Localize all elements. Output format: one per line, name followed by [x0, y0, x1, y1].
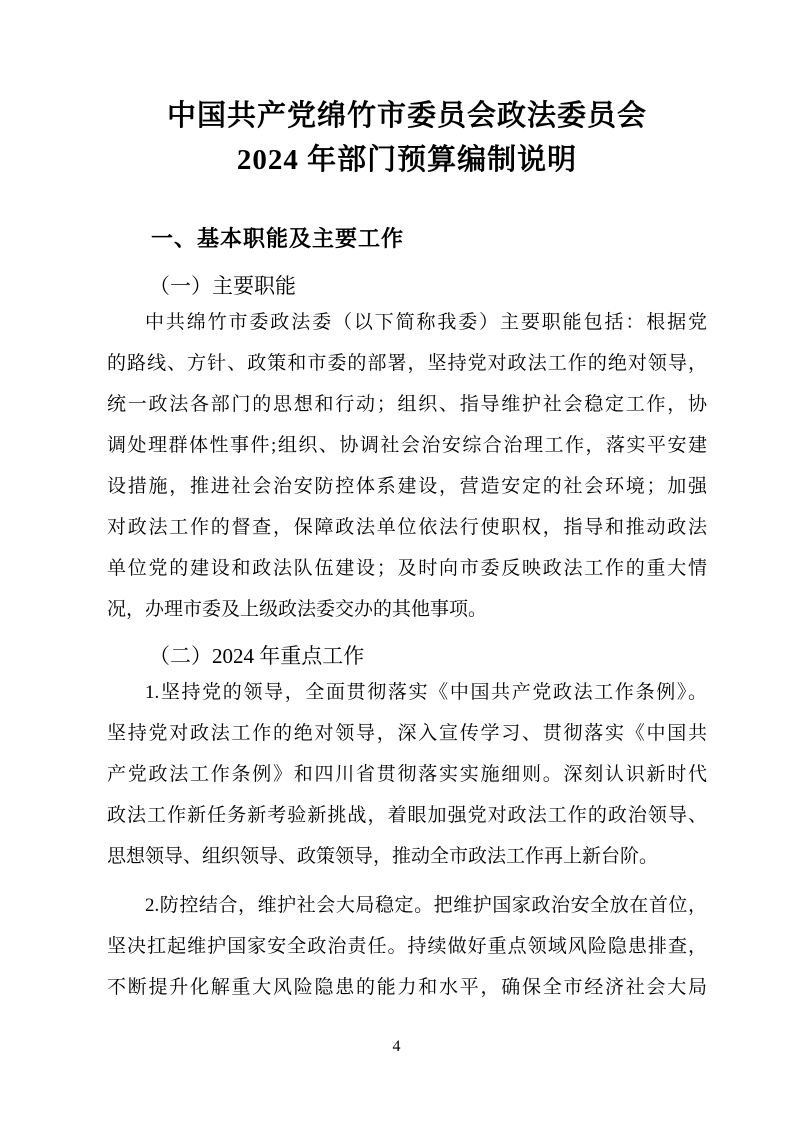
paragraph-line: 设措施，推进社会治安防控体系建设，营造安定的社会环境；加强 — [107, 476, 707, 497]
paragraph-key-work-item-1 — [107, 672, 707, 877]
paragraph-line: 况，办理市委及上级政法委交办的其他事项。 — [107, 599, 488, 620]
paragraph-line: 坚决扛起维护国家安全政治责任。持续做好重点领域风险隐患排查， — [107, 936, 707, 957]
paragraph-line: 不断提升化解重大风险隐患的能力和水平，确保全市经济社会大局 — [107, 977, 707, 998]
paragraph-line: 2.防控结合，维护社会大局稳定。把维护国家政治安全放在首位， — [145, 895, 707, 916]
document-title — [107, 0, 707, 182]
document-title-line-2: 2024 年部门预算编制说明 — [236, 144, 578, 176]
paragraph-line: 坚持党对政法工作的绝对领导，深入宣传学习、贯彻落实《中国共 — [107, 723, 707, 744]
subsection-heading-key-work-2024: （二）2024 年重点工作 — [149, 644, 365, 668]
section-heading-basic-functions: 一、基本职能及主要工作 — [151, 226, 405, 251]
paragraph-line: 产党政法工作条例》和四川省贯彻落实实施细则。深刻认识新时代 — [107, 764, 707, 785]
document-title-line-1: 中国共产党绵竹市委员会政法委员会 — [166, 100, 647, 132]
paragraph-line: 中共绵竹市委政法委（以下简称我委）主要职能包括：根据党 — [145, 312, 707, 333]
paragraph-key-work-item-2 — [107, 885, 707, 1008]
paragraph-line: 政法工作新任务新考验新挑战，着眼加强党对政法工作的政治领导、 — [107, 805, 707, 826]
paragraph-line: 统一政法各部门的思想和行动；组织、指导维护社会稳定工作，协 — [107, 394, 707, 415]
paragraph-main-duties — [107, 302, 707, 630]
paragraph-line: 对政法工作的督查，保障政法单位依法行使职权，指导和推动政法 — [107, 517, 707, 538]
paragraph-line: 的路线、方针、政策和市委的部署，坚持党对政法工作的绝对领导， — [107, 353, 707, 374]
subsection-heading-main-duties: （一）主要职能 — [149, 274, 296, 298]
paragraph-line: 1.坚持党的领导，全面贯彻落实《中国共产党政法工作条例》。 — [145, 682, 707, 703]
paragraph-line: 调处理群体性事件;组织、协调社会治安综合治理工作，落实平安建 — [107, 435, 707, 456]
paragraph-line: 思想领导、组织领导、政策领导，推动全市政法工作再上新台阶。 — [107, 846, 659, 867]
paragraph-line: 单位党的建设和政法队伍建设；及时向市委反映政法工作的重大情 — [107, 558, 707, 579]
document-content — [107, 0, 707, 1008]
page-number: 4 — [392, 1038, 401, 1055]
